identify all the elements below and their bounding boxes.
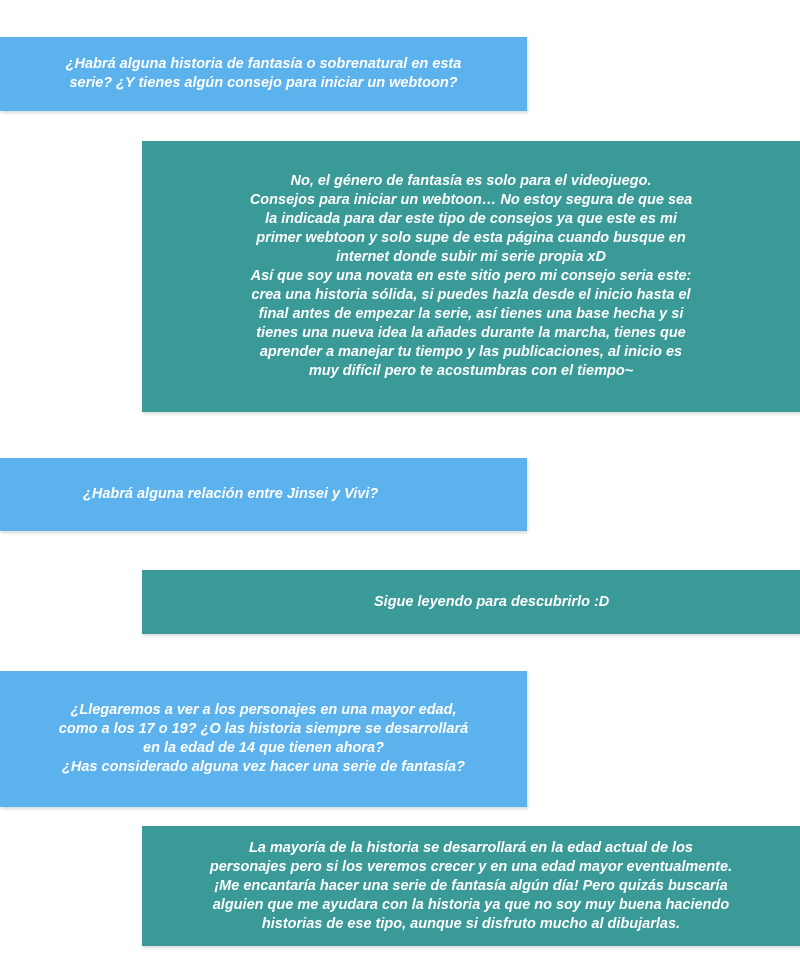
answer-line: No, el género de fantasía es solo para el videojuego.	[290, 173, 652, 189]
question-line: ¿Llegaremos a ver a los personajes en una mayor edad,	[70, 702, 457, 718]
question-text	[0, 55, 527, 93]
question-line: ¿Habrá alguna relación entre Jinsei y Vivi?	[83, 486, 379, 502]
question-text	[59, 701, 468, 777]
answer-text	[250, 172, 692, 381]
question-line: serie? ¿Y tienes algún consejo para iniciar un webtoon?	[69, 75, 458, 91]
answer-text	[210, 839, 732, 934]
answer-line: primer webtoon y solo supe de esta página cuando busque en	[256, 230, 686, 246]
answer-line: aprender a manejar tu tiempo y las publicaciones, al inicio es	[259, 344, 683, 360]
answer-line: historias de ese tipo, aunque si disfruto mucho al dibujarlas.	[261, 915, 681, 932]
answer-line: crea una historia sólida, si puedes hazla desde el inicio hasta el	[251, 287, 691, 303]
answer-line: La mayoría de la historia se desarrollará en la edad actual de los	[248, 839, 694, 856]
answer-bubble	[142, 570, 800, 634]
question-line: ¿Habrá alguna historia de fantasía o sobrenatural en esta	[65, 56, 462, 72]
answer-line: la indicada para dar este tipo de consejos ya que este es mi	[265, 211, 677, 227]
answer-line: Consejos para iniciar un webtoon… No estoy segura de que sea	[249, 192, 693, 208]
question-text	[83, 485, 378, 504]
question-bubble	[0, 458, 527, 531]
answer-bubble	[142, 826, 800, 946]
question-line: ¿Has considerado alguna vez hacer una serie de fantasía?	[62, 759, 465, 775]
answer-line: muy difícil pero te acostumbras con el tiempo~	[308, 363, 634, 379]
answer-line: Sigue leyendo para descubrirlo :D	[374, 593, 610, 610]
answer-text	[374, 593, 609, 612]
answer-line: alguien que me ayudara con la historia ya que no soy muy buena haciendo	[212, 896, 730, 913]
question-line: como a los 17 o 19? ¿O las historia siempre se desarrollará	[58, 721, 469, 737]
answer-line: ¡Me encantaría hacer una serie de fantasía algún día! Pero quizás buscaría	[214, 877, 728, 894]
answer-line: personajes pero si los veremos crecer y en una edad mayor eventualmente.	[209, 858, 733, 875]
question-bubble	[0, 37, 527, 111]
answer-line: Así que soy una novata en este sitio pero mi consejo seria este:	[250, 268, 692, 284]
answer-bubble	[142, 141, 800, 412]
question-line: en la edad de 14 que tienen ahora?	[143, 740, 384, 756]
answer-line: tienes una nueva idea la añades durante la marcha, tienes que	[256, 325, 686, 341]
question-bubble	[0, 671, 527, 807]
answer-line: final antes de empezar la serie, así tienes una base hecha y si	[258, 306, 684, 322]
answer-line: internet donde subir mi serie propia xD	[336, 249, 606, 265]
